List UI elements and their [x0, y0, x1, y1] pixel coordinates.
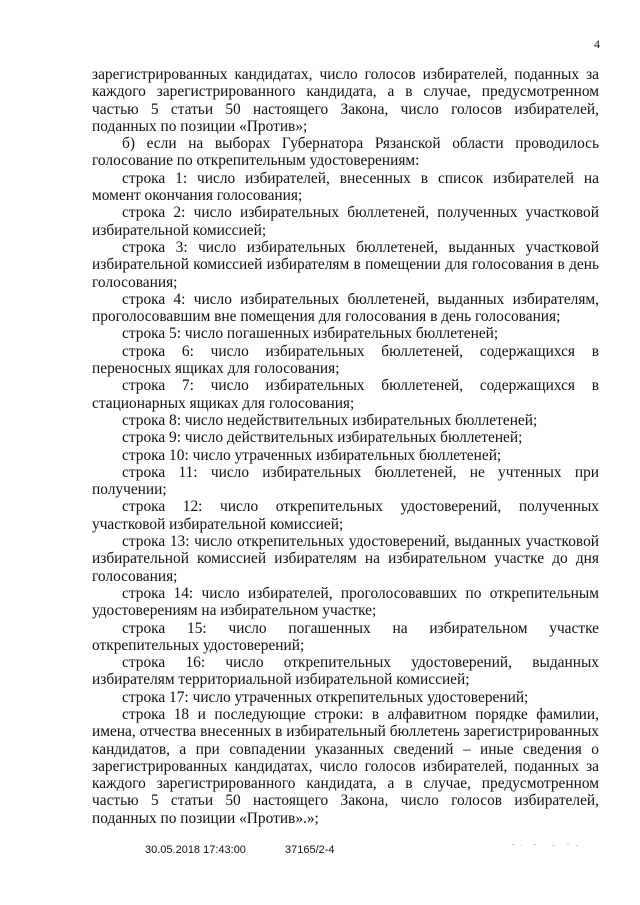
footer-timestamp: 30.05.2018 17:43:00	[145, 844, 246, 856]
paragraph-19: строка 18 и последующие строки: в алфавитном порядке фамилии, имена, отчества внесенных в избирательный бюллетень зарегистрированных кандидатов, а при совпадении указанных сведений – иные сведения о зарегистрированных кандидатах, число голосов избирателей, поданных за каждого зарегистрированного кандидата, а в случае, предусмотренном частью 5 статьи 50 настоящего Закона, число голосов избирателей, поданных по позиции «Против».»;	[92, 705, 599, 827]
paragraph-12: строка 11: число избирательных бюллетеней, не учтенных при получении;	[92, 463, 599, 499]
paragraph-6: строка 5: число погашенных избирательных бюллетеней;	[122, 325, 499, 343]
page-number: 4	[594, 37, 600, 51]
paragraph-17: строка 16: число открепительных удостоверений, выданных избирателям территориальной избирательной комиссией;	[92, 654, 599, 689]
footer-doc-number: 37165/2-4	[285, 844, 335, 856]
paragraph-5: строка 4: число избирательных бюллетеней, выданных избирателям, проголосовавшим вне помещения для голосования в день голосования;	[92, 290, 599, 326]
paragraph-1: б) если на выборах Губернатора Рязанской области проводилось голосование по открепительным удостоверениям:	[92, 135, 599, 170]
paragraph-11: строка 10: число утраченных избирательных бюллетеней;	[122, 446, 502, 464]
paragraph-10: строка 9: число действительных избирательных бюллетеней;	[122, 429, 523, 447]
paragraph-13: строка 12: число открепительных удостоверений, полученных участковой избирательной комиссией;	[92, 498, 599, 533]
paragraph-9: строка 8: число недействительных избирательных бюллетеней;	[122, 411, 538, 429]
paragraph-2: строка 1: число избирателей, внесенных в список избирателей на момент окончания голосования;	[92, 169, 599, 205]
paragraph-15: строка 14: число избирателей, проголосовавших по открепительным удостоверениям на избирательном участке;	[92, 584, 599, 620]
paragraph-4: строка 3: число избирательных бюллетеней, выданных участковой избирательной комиссией избирателям в помещении для голосования в день голосования;	[92, 238, 599, 291]
paragraph-18: строка 17: число утраченных открепительных удостоверений;	[122, 688, 529, 706]
document-body	[92, 66, 599, 827]
scan-noise	[512, 842, 582, 848]
paragraph-14: строка 13: число открепительных удостоверений, выданных участковой избирательной комиссией избирателям на избирательном участке до дня голосования;	[92, 533, 599, 585]
paragraph-8: строка 7: число избирательных бюллетеней, содержащихся в стационарных ящиках для голосования;	[92, 377, 599, 412]
paragraph-7: строка 6: число избирательных бюллетеней, содержащихся в переносных ящиках для голосования;	[92, 342, 599, 378]
paragraph-0: зарегистрированных кандидатах, число голосов избирателей, поданных за каждого зарегистрированного кандидата, а в случае, предусмотренном частью 5 статьи 50 настоящего Закона, число голосов избирателей, поданных по позиции «Против»;	[92, 66, 599, 135]
paragraph-16: строка 15: число погашенных на избирательном участке открепительных удостоверений;	[92, 619, 599, 654]
paragraph-3: строка 2: число избирательных бюллетеней, полученных участковой избирательной комиссией;	[92, 204, 599, 239]
